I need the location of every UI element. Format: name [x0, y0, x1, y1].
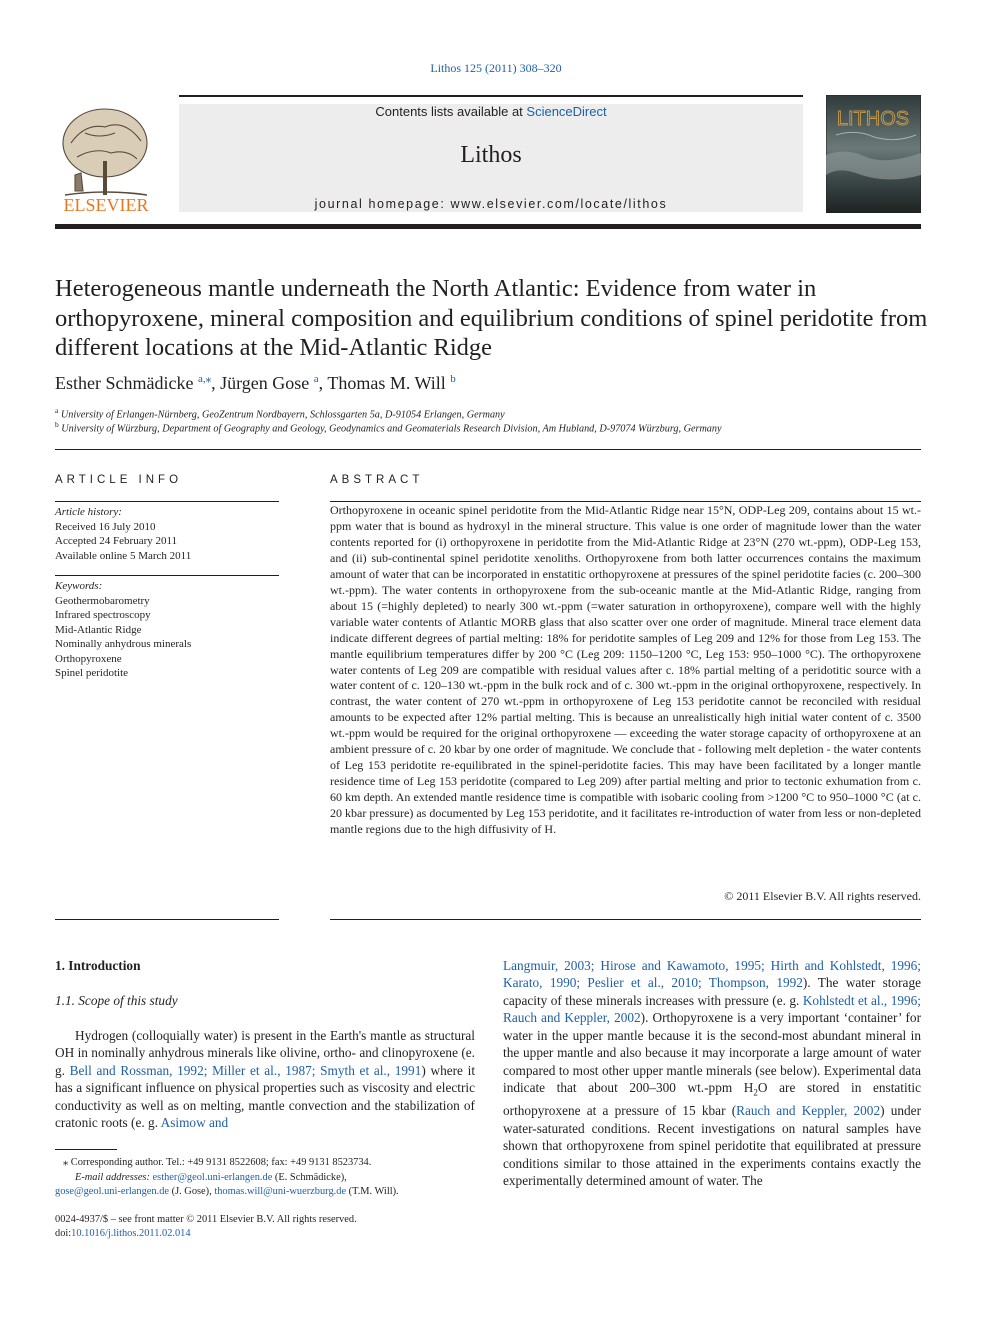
divider [55, 575, 279, 576]
divider [330, 501, 921, 502]
email-link[interactable]: thomas.will@uni-wuerzburg.de [214, 1186, 347, 1197]
doi-line: doi:10.1016/j.lithos.2011.02.014 [55, 1228, 191, 1239]
citation-link[interactable]: Langmuir, 2003; Hirose and Kawamoto, 1995; Hirth and Kohlstedt, 1996; Karato, 1990; Peslier et al., 2010; Thompson, 1992 [503, 958, 921, 991]
subsection-heading: 1.1. Scope of this study [55, 993, 178, 1008]
history-label: Article history: [55, 506, 122, 518]
intro-paragraph-continued: Langmuir, 2003; Hirose and Kawamoto, 1995; Hirth and Kohlstedt, 1996; Karato, 1990; Peslier et al., 2010; Thompson, 1992). The water storage capacity of these minerals increases with pressure (e. g. Kohlstedt et al., 1996; Rauch and Keppler, 2002). Orthopyroxene is a very important ‘container’ for water in the upper mantle because it is the second-most abundant mineral in the upper mantle and also because it may incorporate a large amount of water compared to most other upper mantle minerals (see below). Experimental data indicate that about 200–300 wt.-ppm $H_2O$ are stored in enstatitic orthopyroxene at a pressure of 15 kbar (Rauch and Keppler, 2002) under water-saturated conditions. Recent investigations on natural samples have shown that orthopyroxene from spinel peridotite that equilibrated at pressure conditions similar to those attained in the experiments contains exactly the experimentally determined amount of water. The [503, 958, 922, 1189]
keyword: Nominally anhydrous minerals [55, 638, 192, 650]
author-name: Thomas M. Will [327, 373, 446, 393]
citation-link[interactable]: Rauch and Keppler, 2002 [736, 1103, 881, 1119]
keyword: Mid-Atlantic Ridge [55, 623, 142, 636]
divider [55, 449, 921, 450]
divider [55, 919, 279, 920]
header-bottom-bar [55, 224, 921, 229]
email-link[interactable]: gose@geol.uni-erlangen.de [55, 1186, 170, 1197]
abstract-heading: ABSTRACT [330, 474, 424, 486]
keywords-label: Keywords: [55, 580, 103, 592]
article-title: Heterogeneous mantle underneath the North Atlantic: Evidence from water in orthopyroxene, mineral composition and equilibrium conditions of spinel peridotite from different locations at the Mid-Atlantic Ridge [55, 275, 928, 361]
keyword: Orthopyroxene [55, 652, 122, 665]
journal-citation[interactable]: Lithos 125 (2011) 308–320 [430, 61, 562, 75]
abstract-copyright: © 2011 Elsevier B.V. All rights reserved. [724, 889, 921, 903]
history-received: Received 16 July 2010 [55, 520, 156, 533]
contents-prefix: Contents lists available at [375, 104, 527, 119]
header-top-rule [179, 95, 803, 97]
history-accepted: Accepted 24 February 2011 [55, 535, 178, 547]
cover-title: LITHOS [836, 108, 910, 130]
elsevier-logo [55, 103, 158, 216]
author-name: Jürgen Gose [220, 373, 310, 393]
email-line: gose@geol.uni-erlangen.de (J. Gose), thomas.will@uni-wuerzburg.de (T.M. Will). [55, 1186, 399, 1197]
author-affiliation-link[interactable]: b [450, 373, 456, 385]
doi-link[interactable]: 10.1016/j.lithos.2011.02.014 [71, 1228, 191, 1239]
email-line: E-mail addresses: esther@geol.uni-erlangen.de (E. Schmädicke), [75, 1172, 347, 1183]
citation-link[interactable]: Asimow and [160, 1115, 229, 1131]
author-list: Esther Schmädicke $^{a,⁎}$, Jürgen Gose $^a$, Thomas M. Will $^b$ [55, 373, 456, 393]
email-link[interactable]: esther@geol.uni-erlangen.de [152, 1172, 273, 1183]
divider [55, 501, 279, 502]
intro-paragraph: Hydrogen (colloquially water) is present in the Earth's mantle as structural OH in nominally anhydrous minerals like olivine, ortho- and clinopyroxene (e. g. Bell and Rossman, 1992; Miller et al., 1987; Smyth et al., 1991) where it has a significant influence on physical properties such as viscosity and electric conductivity as well as on melting, mantle convection and the stabilization of cratonic roots (e. g. Asimow and [55, 1028, 476, 1131]
affiliation-b: $^b$ University of Würzburg, Department of Geography and Geology, Geodynamics and Geomaterials Research Division, Am Hubland, D-97074 Würzburg, Germany [55, 420, 722, 435]
author-affiliation-link[interactable]: a [313, 373, 319, 385]
journal-cover-image [826, 95, 921, 213]
sciencedirect-link[interactable]: ScienceDirect [526, 104, 607, 119]
journal-name: Lithos [460, 142, 522, 168]
author-name: Esther Schmädicke [55, 373, 194, 393]
author-affiliation-link[interactable]: a,⁎ [197, 373, 212, 385]
keyword: Spinel peridotite [55, 667, 129, 679]
elsevier-wordmark: ELSEVIER [63, 195, 149, 215]
history-online: Available online 5 March 2011 [55, 549, 192, 562]
corresponding-author-note: ⁎ Corresponding author. Tel.: +49 9131 8522608; fax: +49 9131 8523734. [63, 1157, 372, 1168]
article-history [55, 505, 280, 563]
journal-homepage[interactable]: journal homepage: www.elsevier.com/locate/lithos [314, 197, 668, 211]
abstract-text: Orthopyroxene in oceanic spinel peridotite from the Mid-Atlantic Ridge near 15°N, ODP-Leg 209, contains about 15 wt.-ppm water that is bound as hydroxyl in the mineral structure. This value is one order of magnitude lower than the water contents reported for (i) orthopyroxene in peridotite from the Mid-Atlantic Ridge at 23°N (270 wt.-ppm), ODP-Leg 153, and (ii) sub-continental spinel peridotite xenoliths. Orthopyroxene from both latter occurrences contains the maximum amount of water that can be incorporated in enstatitic orthopyroxene at pressures of the spinel peridotite facies (c. 200–300 wt.-ppm). The water contents in orthopyroxene from the sub-oceanic mantle at the Mid-Atlantic Ridge, ranging from about 15 (=highly depleted) to nearly 300 wt.-ppm (=water saturation in orthopyroxene), compare well with the highly variable water contents of Atlantic MORB glass that also scatter over one order of magnitude. Mineral trace element data indicate different degrees of partial melting: 18% for peridotite samples of Leg 209 and 12% for those from Leg 153. The mantle equilibrium temperatures differ by 200 °C (Leg 209: 1150–1200 °C, Leg 153: 950–1000 °C). The orthopyroxene water contents of Leg 209 are compatible with residual values after c. 18% partial melting of a peridotitic source with a water content of c. 120–130 wt.-ppm in the bulk rock and of c. 300 wt.-ppm in the original orthopyroxene, respectively. In contrast, the water content of 270 wt.-ppm in orthopyroxene of Leg 153 peridotite cannot be reconciled with residual amounts to be expected after 12% partial melting. This is because an unrealistically high initial water content of c. 3500 wt.-ppm would be required for the original orthopyroxene — exceeding the water storage capacity of orthopyroxene at an ambient pressure of c. 20 kbar by one order of magnitude. We conclude that - following melt depletion - the water contents of Leg 153 peridotite re-equilibrated in the spinel-peridotite facies. This may have been facilitated by a longer mantle residence time of Leg 153 peridotite (compared to Leg 209) after partial melting and prior to tectonic exhumation from c. 60 km depth. An extended mantle residence time is compatible with isobaric cooling from >1200 °C to 950–1000 °C (at c. 20 kbar pressure) as documented by Leg 153 peridotite, and it facilitates re-introduction of water from less or non-depleted mantle regions due to the high diffusivity of H. [330, 503, 921, 837]
keyword: Infrared spectroscopy [55, 609, 151, 621]
keyword: Geothermobarometry [55, 594, 150, 607]
contents-line [179, 104, 803, 119]
divider [330, 919, 921, 920]
affiliation-a: $^a$ University of Erlangen-Nürnberg, GeoZentrum Nordbayern, Schlossgarten 5a, D-91054 Erlangen, Germany [55, 406, 505, 421]
keywords [55, 579, 280, 681]
section-heading: 1. Introduction [55, 958, 141, 973]
citation-link[interactable]: Bell and Rossman, 1992; Miller et al., 1987; Smyth et al., 1991 [69, 1062, 422, 1078]
article-info-heading: ARTICLE INFO [55, 474, 183, 486]
issn-line: 0024-4937/$ – see front matter © 2011 Elsevier B.V. All rights reserved. [55, 1214, 357, 1225]
footnote-rule [55, 1149, 117, 1150]
citation-link[interactable]: Kohlstedt et al., 1996; Rauch and Keppler, 2002 [503, 992, 921, 1026]
